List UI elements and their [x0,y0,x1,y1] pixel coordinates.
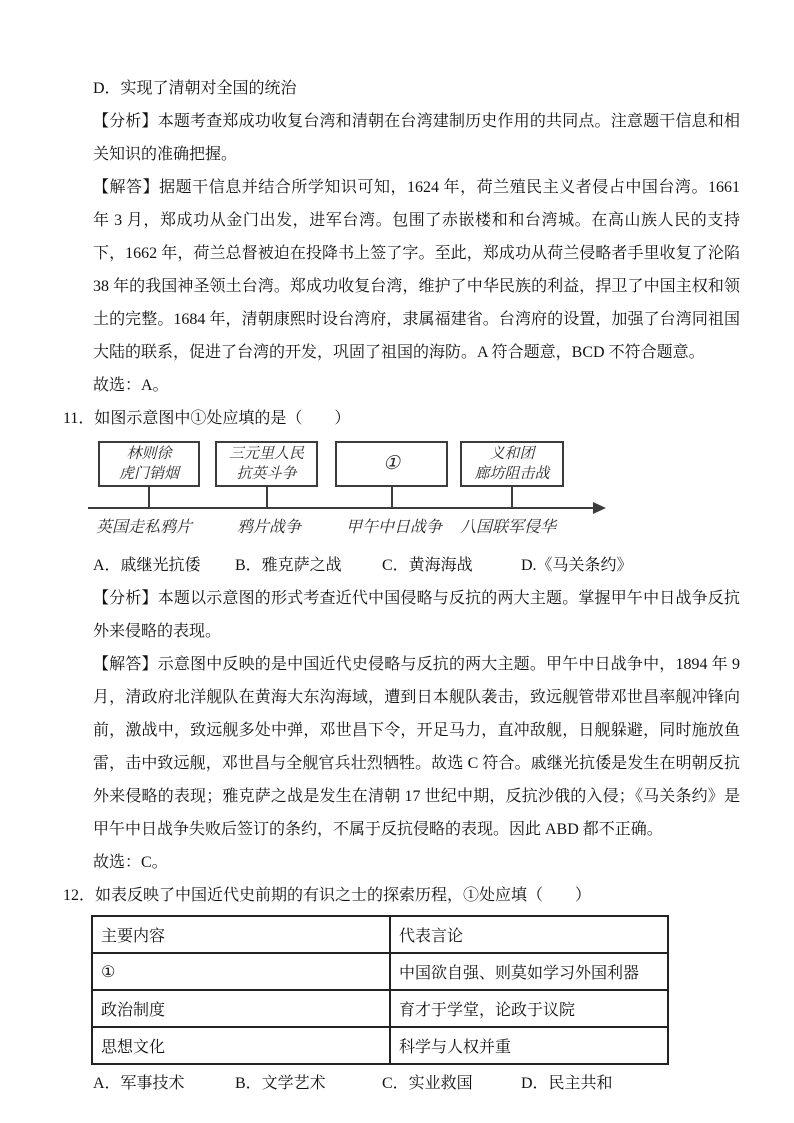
table-cell: 中国欲自强、则莫如学习外国利器 [390,953,668,990]
q11-option-c: C．黄海海战 [382,557,473,574]
timeline-tick-2 [266,487,268,508]
timeline-event-box-4 [460,441,564,487]
timeline-event-box-2 [215,441,318,487]
table-cell: 政治制度 [92,990,390,1027]
timeline-event-box-1 [98,441,200,487]
table-header-row [92,916,668,953]
question-11-options [62,549,740,582]
table-cell: ① [92,953,390,990]
explore-history-table [91,915,669,1065]
question-12-stem: 12．如表反映了中国近代史前期的有识之士的探索历程，①处应填（ ） [63,887,592,904]
timeline-event-box-1-line1: 林则徐 [126,446,172,462]
timeline-event-box-2-line2: 抗英斗争 [236,466,297,482]
timeline-arrowhead-icon [593,502,606,514]
q12-option-b: B．文学艺术 [235,1075,326,1092]
timeline-tick-1 [148,487,150,508]
explanation-q10: 【解答】据题干信息并结合所学知识可知，1624 年，荷兰殖民主义者侵占中国台湾。1661 年 3 月，郑成功从金门出发，进军台湾。包围了赤嵌楼和和台湾城。在高山族人民的支持下，1662 年，荷兰总督被迫在投降书上签了字。至此，郑成功从荷兰侵略者手里收复了沦陷 38 年的我国神圣领土台湾。郑成功收复台湾，维护了中华民族的利益，捍卫了中国主权和领土的完整。1684 年，清朝康熙时设台湾府，隶属福建省。台湾府的设置，加强了台湾同祖国大陆的联系，促进了台湾的开发，巩固了祖国的海防。A 符合题意，BCD 不符合题意。 [93,179,740,361]
timeline-event-box-4-line1: 义和团 [489,446,535,462]
table-cell: 思想文化 [92,1027,390,1064]
q12-option-d: D．民主共和 [521,1075,613,1092]
timeline-tick-4 [511,487,513,508]
table-header-cell: 代表言论 [390,916,668,953]
table-row [92,1027,668,1064]
timeline-axis-line [88,507,593,509]
table-cell: 育才于学堂，论政于议院 [390,990,668,1027]
timeline-label-2: 鸦片战争 [236,519,302,536]
analysis-q10: 【分析】本题考查郑成功收复台湾和清朝在台湾建制历史作用的共同点。注意题干信息和相关知识的准确把握。 [93,113,740,163]
timeline-tick-3 [391,487,393,508]
q11-option-d: D.《马关条约》 [521,557,633,574]
timeline-event-box-4-line2: 廊坊阻击战 [474,466,550,482]
option-d-text: D．实现了清朝对全国的统治 [93,80,297,97]
timeline-label-1: 英国走私鸦片 [95,519,193,536]
q12-option-a: A．军事技术 [93,1075,185,1092]
timeline-event-box-3-line1: ① [382,453,401,474]
question-11-stem: 11．如图示意图中①处应填的是（ ） [63,410,351,427]
table-row [92,990,668,1027]
conclusion-q11: 故选：C。 [93,854,168,871]
q11-option-b: B．雅克萨之战 [235,557,342,574]
analysis-q11: 【分析】本题以示意图的形式考查近代中国侵略与反抗的两大主题。掌握甲午中日战争反抗外来侵略的表现。 [93,590,740,640]
table-cell: 科学与人权并重 [390,1027,668,1064]
timeline-event-box-1-line2: 虎门销烟 [118,466,179,482]
timeline-event-box-2-line1: 三元里人民 [228,446,304,462]
question-12-options [62,1067,740,1100]
table-row [92,953,668,990]
q11-option-a: A．戚继光抗倭 [93,557,201,574]
timeline-event-box-3-blank [335,441,448,487]
timeline-label-3: 甲午中日战争 [345,519,443,536]
timeline-diagram [88,438,648,548]
timeline-label-4: 八国联军侵华 [459,519,557,536]
conclusion-q10: 故选：A。 [93,377,169,394]
q12-option-c: C．实业救国 [382,1075,473,1092]
table-header-cell: 主要内容 [92,916,390,953]
explanation-q11: 【解答】示意图中反映的是中国近代史侵略与反抗的两大主题。甲午中日战争中，1894 年 9 月，清政府北洋舰队在黄海大东沟海域，遭到日本舰队袭击，致远舰管带邓世昌率舰冲锋向前，激战中，致远舰多处中弹，邓世昌下令，开足马力，直冲敌舰，日舰躲避，同时施放鱼雷，击中致远舰，邓世昌与全舰官兵壮烈牺牲。故选 C 符合。戚继光抗倭是发生在明朝反抗外来侵略的表现；雅克萨之战是发生在清朝 17 世纪中期，反抗沙俄的入侵；《马关条约》是甲午中日战争失败后签订的条约，不属于反抗侵略的表现。因此 ABD 都不正确。 [93,656,740,838]
